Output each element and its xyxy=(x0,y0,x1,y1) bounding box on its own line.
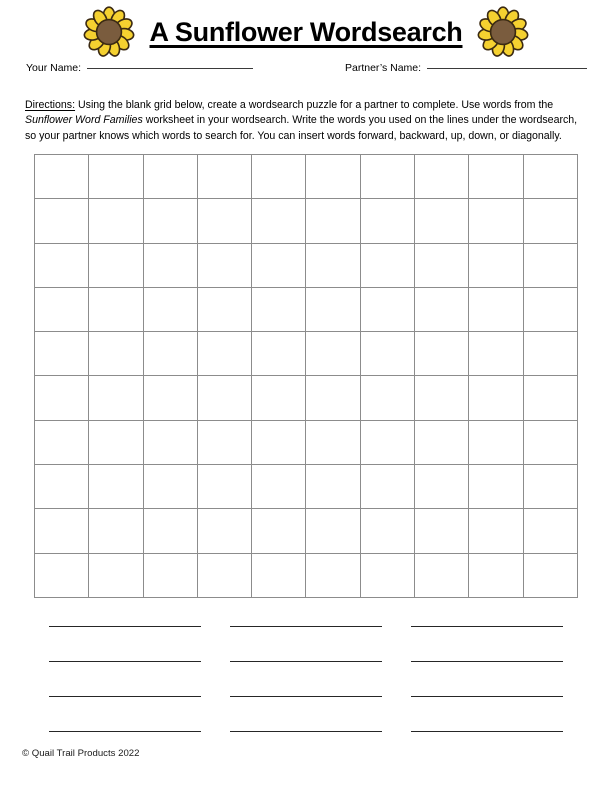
grid-cell[interactable] xyxy=(198,199,252,243)
word-line-input[interactable] xyxy=(230,696,382,697)
grid-cell[interactable] xyxy=(306,199,360,243)
grid-cell[interactable] xyxy=(89,465,143,509)
grid-cell[interactable] xyxy=(35,155,89,199)
grid-cell[interactable] xyxy=(252,332,306,376)
grid-cell[interactable] xyxy=(198,376,252,420)
sunflower-icon-right xyxy=(476,5,530,59)
grid-cell[interactable] xyxy=(89,332,143,376)
directions-paragraph xyxy=(25,98,583,145)
directions-text-part-2: worksheet in your wordsearch. Write the words you used on the lines under the wordsearch, so your partner knows which words to search for. You can insert words forward, backward, up, down, or diagonally. xyxy=(25,114,578,142)
grid-cell[interactable] xyxy=(469,155,523,199)
grid-cell[interactable] xyxy=(252,199,306,243)
directions-worksheet-title: Sunflower Word Families xyxy=(25,114,143,127)
partner-name-field xyxy=(345,62,587,74)
grid-cell[interactable] xyxy=(198,288,252,332)
word-line-input[interactable] xyxy=(230,626,382,627)
grid-cell[interactable] xyxy=(35,376,89,420)
page-title: A Sunflower Wordsearch xyxy=(149,16,463,47)
word-line-input[interactable] xyxy=(49,661,201,662)
grid-cell[interactable] xyxy=(524,155,578,199)
grid-cell[interactable] xyxy=(252,421,306,465)
your-name-input[interactable] xyxy=(87,68,253,69)
grid-cell[interactable] xyxy=(144,244,198,288)
word-line-input[interactable] xyxy=(230,661,382,662)
page-header xyxy=(0,4,612,60)
grid-cell[interactable] xyxy=(469,509,523,553)
grid-cell[interactable] xyxy=(306,288,360,332)
grid-cell[interactable] xyxy=(306,509,360,553)
grid-cell[interactable] xyxy=(144,332,198,376)
grid-cell[interactable] xyxy=(361,288,415,332)
grid-cell[interactable] xyxy=(361,332,415,376)
grid-cell[interactable] xyxy=(198,421,252,465)
grid-cell[interactable] xyxy=(89,509,143,553)
grid-cell[interactable] xyxy=(252,554,306,598)
grid-cell[interactable] xyxy=(415,509,469,553)
grid-cell[interactable] xyxy=(415,332,469,376)
grid-cell[interactable] xyxy=(361,155,415,199)
word-line-input[interactable] xyxy=(230,731,382,732)
copyright-footer: © Quail Trail Products 2022 xyxy=(22,748,140,759)
grid-cell[interactable] xyxy=(306,554,360,598)
sunflower-icon-left xyxy=(82,5,136,59)
grid-cell[interactable] xyxy=(306,421,360,465)
grid-cell[interactable] xyxy=(469,421,523,465)
grid-cell[interactable] xyxy=(415,199,469,243)
grid-cell[interactable] xyxy=(415,376,469,420)
grid-cell[interactable] xyxy=(89,199,143,243)
grid-cell[interactable] xyxy=(524,332,578,376)
grid-cell[interactable] xyxy=(144,421,198,465)
grid-cell[interactable] xyxy=(89,421,143,465)
grid-cell[interactable] xyxy=(35,199,89,243)
grid-cell[interactable] xyxy=(198,509,252,553)
grid-cell[interactable] xyxy=(524,199,578,243)
grid-cell[interactable] xyxy=(89,288,143,332)
grid-cell[interactable] xyxy=(252,465,306,509)
grid-cell[interactable] xyxy=(144,199,198,243)
grid-cell[interactable] xyxy=(198,554,252,598)
your-name-label: Your Name: xyxy=(26,62,82,74)
grid-cell[interactable] xyxy=(306,244,360,288)
grid-cell[interactable] xyxy=(469,554,523,598)
grid-cell[interactable] xyxy=(524,244,578,288)
grid-cell[interactable] xyxy=(252,155,306,199)
grid-cell[interactable] xyxy=(35,332,89,376)
grid-cell[interactable] xyxy=(361,244,415,288)
grid-cell[interactable] xyxy=(144,465,198,509)
grid-cell[interactable] xyxy=(469,288,523,332)
grid-cell[interactable] xyxy=(252,288,306,332)
directions-text-part-1: Using the blank grid below, create a wordsearch puzzle for a partner to complete. Use words from the xyxy=(75,98,554,111)
grid-cell[interactable] xyxy=(198,465,252,509)
partner-name-label: Partner’s Name: xyxy=(345,62,422,74)
grid-cell[interactable] xyxy=(415,554,469,598)
grid-cell[interactable] xyxy=(361,199,415,243)
grid-cell[interactable] xyxy=(361,465,415,509)
grid-cell[interactable] xyxy=(469,465,523,509)
word-answer-lines xyxy=(49,608,563,738)
grid-cell[interactable] xyxy=(306,376,360,420)
grid-cell[interactable] xyxy=(35,554,89,598)
grid-cell[interactable] xyxy=(361,509,415,553)
grid-cell[interactable] xyxy=(35,244,89,288)
grid-cell[interactable] xyxy=(469,376,523,420)
partner-name-input[interactable] xyxy=(427,68,587,69)
grid-cell[interactable] xyxy=(144,376,198,420)
grid-cell[interactable] xyxy=(89,376,143,420)
grid-cell[interactable] xyxy=(144,288,198,332)
grid-cell[interactable] xyxy=(524,421,578,465)
directions-label: Directions: xyxy=(25,98,76,111)
word-line-input[interactable] xyxy=(49,696,201,697)
grid-cell[interactable] xyxy=(415,421,469,465)
grid-cell[interactable] xyxy=(524,509,578,553)
grid-cell[interactable] xyxy=(89,554,143,598)
grid-cell[interactable] xyxy=(469,332,523,376)
grid-cell[interactable] xyxy=(252,244,306,288)
grid-cell[interactable] xyxy=(252,509,306,553)
grid-cell[interactable] xyxy=(35,509,89,553)
grid-cell[interactable] xyxy=(89,155,143,199)
grid-cell[interactable] xyxy=(524,288,578,332)
word-line-input[interactable] xyxy=(411,696,563,697)
grid-cell[interactable] xyxy=(198,155,252,199)
word-line-input[interactable] xyxy=(49,626,201,627)
name-row xyxy=(0,62,612,82)
grid-cell[interactable] xyxy=(35,465,89,509)
your-name-field xyxy=(26,62,253,74)
grid-cell[interactable] xyxy=(361,421,415,465)
grid-cell[interactable] xyxy=(144,554,198,598)
grid-cell[interactable] xyxy=(252,376,306,420)
grid-cell[interactable] xyxy=(198,332,252,376)
grid-cell[interactable] xyxy=(35,288,89,332)
grid-cell[interactable] xyxy=(306,332,360,376)
word-line-input[interactable] xyxy=(411,661,563,662)
grid-cell[interactable] xyxy=(469,199,523,243)
wordsearch-grid[interactable] xyxy=(34,154,578,598)
grid-cell[interactable] xyxy=(144,509,198,553)
word-line-input[interactable] xyxy=(411,626,563,627)
grid-cell[interactable] xyxy=(524,376,578,420)
grid-cell[interactable] xyxy=(415,155,469,199)
grid-cell[interactable] xyxy=(524,465,578,509)
grid-cell[interactable] xyxy=(524,554,578,598)
grid-cell[interactable] xyxy=(144,155,198,199)
grid-cell[interactable] xyxy=(415,244,469,288)
grid-cell[interactable] xyxy=(415,465,469,509)
grid-cell[interactable] xyxy=(361,554,415,598)
word-line-input[interactable] xyxy=(411,731,563,732)
grid-cell[interactable] xyxy=(89,244,143,288)
grid-cell[interactable] xyxy=(35,421,89,465)
grid-cell[interactable] xyxy=(361,376,415,420)
grid-cell[interactable] xyxy=(469,244,523,288)
grid-cell[interactable] xyxy=(415,288,469,332)
word-line-input[interactable] xyxy=(49,731,201,732)
grid-cell[interactable] xyxy=(306,155,360,199)
grid-cell[interactable] xyxy=(198,244,252,288)
grid-cell[interactable] xyxy=(306,465,360,509)
